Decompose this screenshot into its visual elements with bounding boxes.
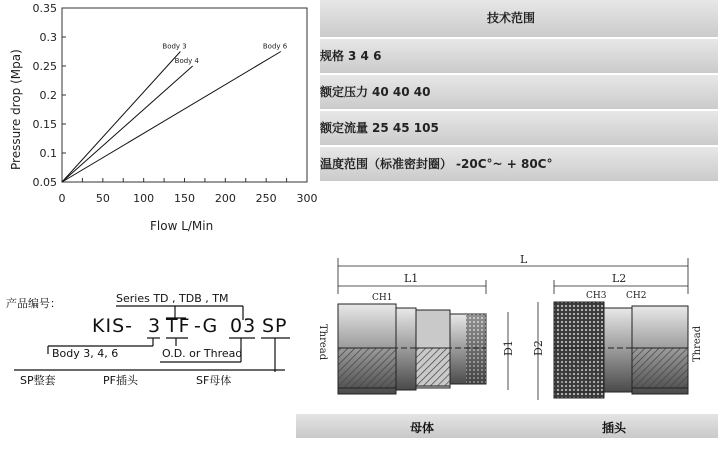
code-leader-lines xyxy=(0,262,300,402)
label-ch2: CH2 xyxy=(626,291,647,301)
y-axis-label: Pressure drop (Mpa) xyxy=(9,49,23,170)
label-ch3: CH3 xyxy=(586,291,607,301)
label-ch1: CH1 xyxy=(372,293,393,303)
female-coupling-body xyxy=(338,304,486,394)
series-label: Body 4 xyxy=(174,57,200,65)
part-number-code xyxy=(0,262,300,402)
series-line xyxy=(62,52,281,183)
legend-sf: SF母体 xyxy=(196,374,232,387)
code-kis: KIS- xyxy=(92,315,133,337)
y-tick-label: 0.1 xyxy=(39,147,57,160)
x-tick-label: 250 xyxy=(255,192,277,205)
label-thread-right: Thread xyxy=(692,325,703,362)
x-tick-label: 200 xyxy=(214,192,236,205)
body-note: Body 3, 4, 6 xyxy=(52,347,119,360)
label-thread-left: Thread xyxy=(317,324,328,361)
spec-row-temperature xyxy=(320,147,718,183)
series-label: Body 6 xyxy=(262,42,288,51)
dim-L1: L1 xyxy=(404,272,419,285)
x-tick-label: 100 xyxy=(133,192,155,205)
spec-value: 3 4 6 xyxy=(348,49,382,63)
spec-header: 技术范围 xyxy=(486,11,535,25)
x-tick-label: 150 xyxy=(174,192,195,205)
legend-pf: PF插头 xyxy=(103,374,138,387)
spec-key: 额定流量 xyxy=(320,121,369,135)
dim-D2: D2 xyxy=(532,340,545,356)
y-tick-label: 0.2 xyxy=(39,89,57,102)
spec-key: 额定压力 xyxy=(320,85,369,99)
y-tick-label: 0.15 xyxy=(32,118,57,131)
x-tick-label: 300 xyxy=(296,192,318,205)
part-number-label: 产品编号： xyxy=(6,297,61,310)
male-plug-body xyxy=(554,302,688,398)
series-label: Body 3 xyxy=(162,42,187,51)
series-note: Series TD , TDB , TM xyxy=(116,292,229,305)
coupling-drawing xyxy=(296,244,718,414)
caption-male-plug: 插头 xyxy=(602,421,627,435)
x-tick-label: 0 xyxy=(58,192,66,205)
code-type: TF xyxy=(166,315,191,337)
code-g: -G xyxy=(194,315,219,337)
y-tick-label: 0.3 xyxy=(39,31,57,44)
spec-row-flow xyxy=(320,111,718,147)
series-line xyxy=(62,66,193,182)
dim-L: L xyxy=(520,253,528,266)
y-axis-ticks xyxy=(33,2,67,189)
caption-female-body: 母体 xyxy=(410,421,435,435)
spec-value: -20C°~ + 80C° xyxy=(456,157,553,171)
spec-row-pressure xyxy=(320,75,718,111)
spec-value: 25 45 105 xyxy=(372,121,439,135)
spec-key: 规格 xyxy=(320,49,345,63)
legend-sp: SP整套 xyxy=(20,374,56,387)
y-tick-label: 0.35 xyxy=(32,2,57,15)
thread-note: O.D. or Thread xyxy=(162,347,243,360)
chart-series xyxy=(62,43,288,183)
series-line xyxy=(62,52,180,183)
dim-D1: D1 xyxy=(502,340,515,356)
code-sp: SP xyxy=(262,315,288,337)
pressure-drop-chart xyxy=(0,0,320,240)
code-body: 3 xyxy=(148,315,162,337)
x-tick-label: 50 xyxy=(95,192,110,205)
x-axis-label: Flow L/Min xyxy=(150,219,214,233)
y-tick-label: 0.05 xyxy=(32,176,57,189)
spec-header-row xyxy=(320,0,718,39)
plot-frame xyxy=(62,8,307,182)
dim-L2: L2 xyxy=(612,272,627,285)
bottom-caption-bar xyxy=(296,414,718,438)
spec-row-size xyxy=(320,39,718,75)
spec-key: 温度范围（标准密封圈） xyxy=(320,157,453,171)
plot-area xyxy=(62,8,307,182)
spec-value: 40 40 40 xyxy=(372,85,431,99)
y-tick-label: 0.25 xyxy=(32,60,57,73)
spec-table xyxy=(320,0,718,183)
code-size: 03 xyxy=(230,315,257,337)
